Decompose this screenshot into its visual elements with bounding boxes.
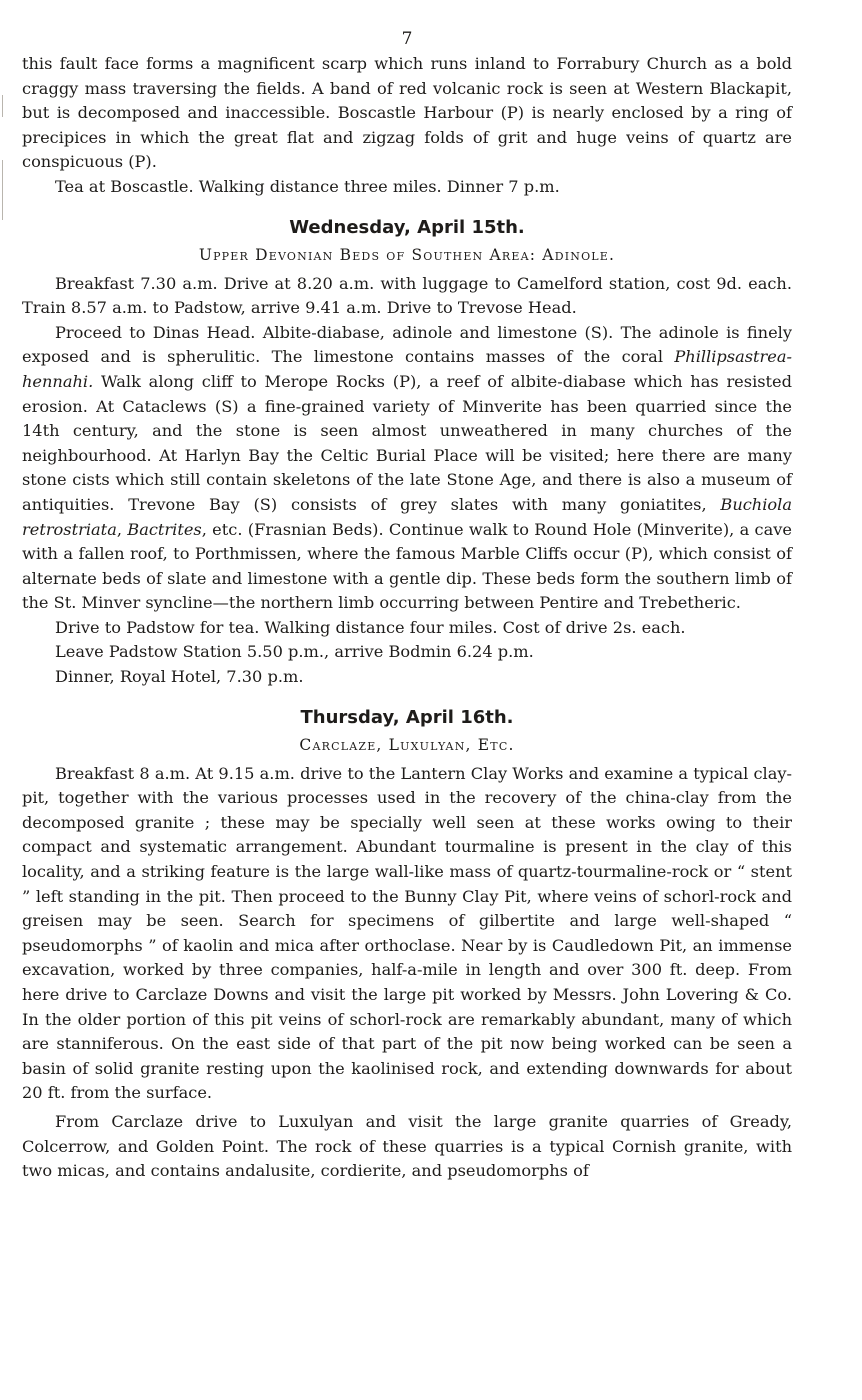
text-run: , — [116, 519, 128, 539]
body-paragraph: Tea at Boscastle. Walking distance three miles. Dinner 7 p.m. — [55, 176, 560, 196]
day-heading: Wednesday, April 15th. — [289, 216, 525, 238]
section-subheading: Carclaze, Luxulyan, Etc. — [299, 735, 515, 754]
body-paragraph: Drive to Padstow for tea. Walking distance four miles. Cost of drive 2s. each. — [55, 617, 686, 637]
body-paragraph: Leave Padstow Station 5.50 p.m., arrive Bodmin 6.24 p.m. — [55, 642, 534, 662]
thursday-section — [22, 706, 792, 1184]
section-subheading: Upper Devonian Beds of Southen Area: Adinole. — [198, 245, 616, 264]
body-paragraph — [22, 321, 792, 616]
species-name: Phillipsastrea-hennahi. — [22, 347, 792, 391]
body-paragraph: Breakfast 8 a.m. At 9.15 a.m. drive to the Lantern Clay Works and examine a typical clay-pit, together with the various processes used in the recovery of the china-clay from the decomposed granite ; these may be specially well seen at these works owing to their compact and systematic arrangement. Abundant tourmaline is present in the clay of this locality, and a striking feature is the large wall-like mass of quartz-tourmaline-rock or “ stent ” left standing in the pit. Then proceed to the Bunny Clay Pit, where veins of schorl-rock and greisen may be seen. Search for specimens of gilbertite and large well-shaped “ pseudomorphs ” of kaolin and mica after orthoclase. Near by is Caudledown Pit, an immense excavation, worked by three companies, half-a-mile in length and over 300 ft. deep. From here drive to Carclaze Downs and visit the large pit worked by Messrs. John Lovering & Co. In the older portion of this pit veins of schorl-rock are remarkably abundant, many of which are stanniferous. On the east side of that part of the pit now being worked can be seen a basin of solid granite resting upon the kaolinised rock, and extending downwards for about 20 ft. from the surface. — [22, 763, 792, 1103]
wednesday-section — [22, 216, 792, 690]
body-paragraph: this fault face forms a magnificent scarp which runs inland to Forrabury Church as a bold craggy mass traversing the fields. A band of red volcanic rock is seen at Western Blackapit, but is decomposed and inaccessible. Boscastle Harbour (P) is nearly enclosed by a ring of precipices in which the great flat and zigzag folds of grit and huge veins of quartz are conspicuous (P). — [22, 54, 792, 172]
document-page — [22, 28, 792, 1184]
text-run: Proceed to Dinas Head. Albite-diabase, adinole and limestone (S). The adinole is finely exposed and is spherulitic. The limestone contains masses of the coral — [22, 322, 792, 367]
text-run: Walk along cliff to Merope Rocks (P), a reef of albite-diabase which has resisted erosion. At Cataclews (S) a fine-grained variety of Minverite has been quarried since the 14th century, and the stone is seen almost unweathered in many churches of the neighbourhood. At Harlyn Bay the Celtic Burial Place will be visited; here there are many stone cists which still contain skeletons of the late Stone Age, and there is also a museum of antiquities. Trevone Bay (S) consists of grey slates with many goniatites, — [22, 371, 792, 514]
page-number: 7 — [401, 29, 413, 49]
day-heading: Thursday, April 16th. — [300, 706, 514, 728]
body-paragraph: From Carclaze drive to Luxulyan and visit the large granite quarries of Gready, Colcerrow, and Golden Point. The rock of these quarries is a typical Cornish granite, with two micas, and contains andalusite, cordierite, and pseudomorphs of — [22, 1111, 792, 1181]
body-paragraph: Breakfast 7.30 a.m. Drive at 8.20 a.m. with luggage to Camelford station, cost 9d. each. Train 8.57 a.m. to Padstow, arrive 9.41 a.m. Drive to Trevose Head. — [22, 273, 792, 318]
species-name: Bactrites — [127, 519, 202, 539]
species-name: Buchiola retrostriata — [22, 494, 792, 539]
intro-section — [22, 52, 792, 200]
page-edge-mark — [2, 160, 3, 220]
text-run: , etc. (Frasnian Beds). Continue walk to Round Hole (Minverite), a cave with a fallen roof, to Porthmissen, where the famous Marble Cliffs occur (P), which consist of alternate beds of slate and limestone with a gentle dip. These beds form the southern limb of the St. Minver syncline—the northern limb occurring between Pentire and Trebetheric. — [22, 519, 792, 613]
page-edge-mark — [2, 95, 3, 117]
body-paragraph: Dinner, Royal Hotel, 7.30 p.m. — [55, 667, 304, 687]
